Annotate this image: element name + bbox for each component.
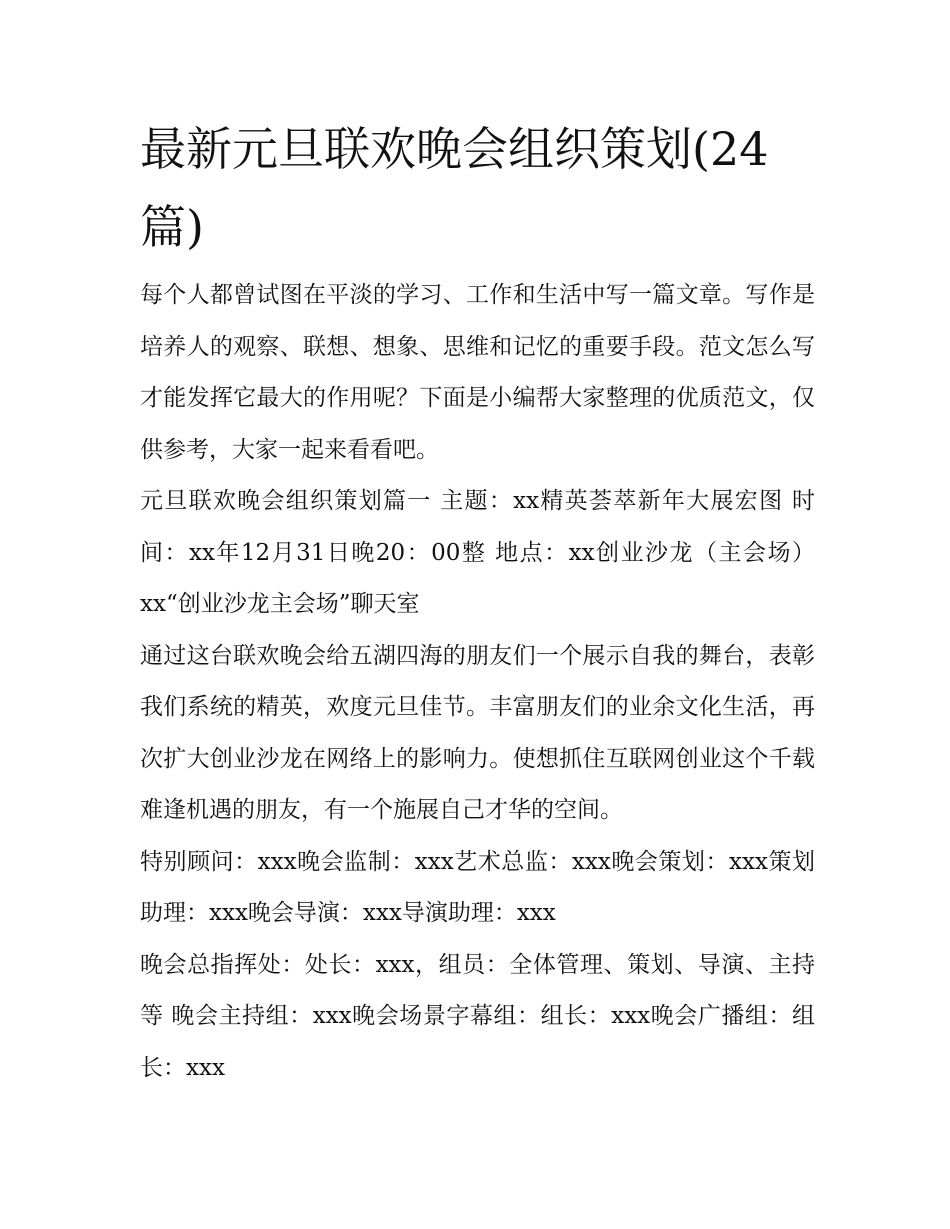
paragraph-organization: 晚会总指挥处：处长：xxx，组员：全体管理、策划、导演、主持等 晚会主持组：xxx晚会场景字幕组：组长：xxx晚会广播组：组长：xxx xyxy=(140,951,815,1081)
document-title: 最新元旦联欢晚会组织策划(24篇) xyxy=(140,122,769,254)
paragraph-theme-time-place: 元旦联欢晚会组织策划篇一 主题：xx精英荟萃新年大展宏图 时间：xx年12月31日晚20：00整 地点：xx创业沙龙（主会场） xx“创业沙龙主会场”聊天室 xyxy=(140,488,815,617)
paragraph-staff: 特别顾问：xxx晚会监制：xxx艺术总监：xxx晚会策划：xxx策划助理：xxx晚会导演：xxx导演助理：xxx xyxy=(140,848,815,926)
document-page xyxy=(140,110,815,1094)
paragraph-purpose: 通过这台联欢晚会给五湖四海的朋友们一个展示自我的舞台，表彰我们系统的精英，欢度元旦佳节。丰富朋友们的业余文化生活，再次扩大创业沙龙在网络上的影响力。使想抓住互联网创业这个千载难逢机遇的朋友，有一个施展自己才华的空间。 xyxy=(140,642,815,823)
document-body xyxy=(140,270,815,1094)
paragraph-intro: 每个人都曾试图在平淡的学习、工作和生活中写一篇文章。写作是培养人的观察、联想、想象、思维和记忆的重要手段。范文怎么写才能发挥它最大的作用呢？下面是小编帮大家整理的优质范文，仅供参考，大家一起来看看吧。 xyxy=(140,282,815,463)
